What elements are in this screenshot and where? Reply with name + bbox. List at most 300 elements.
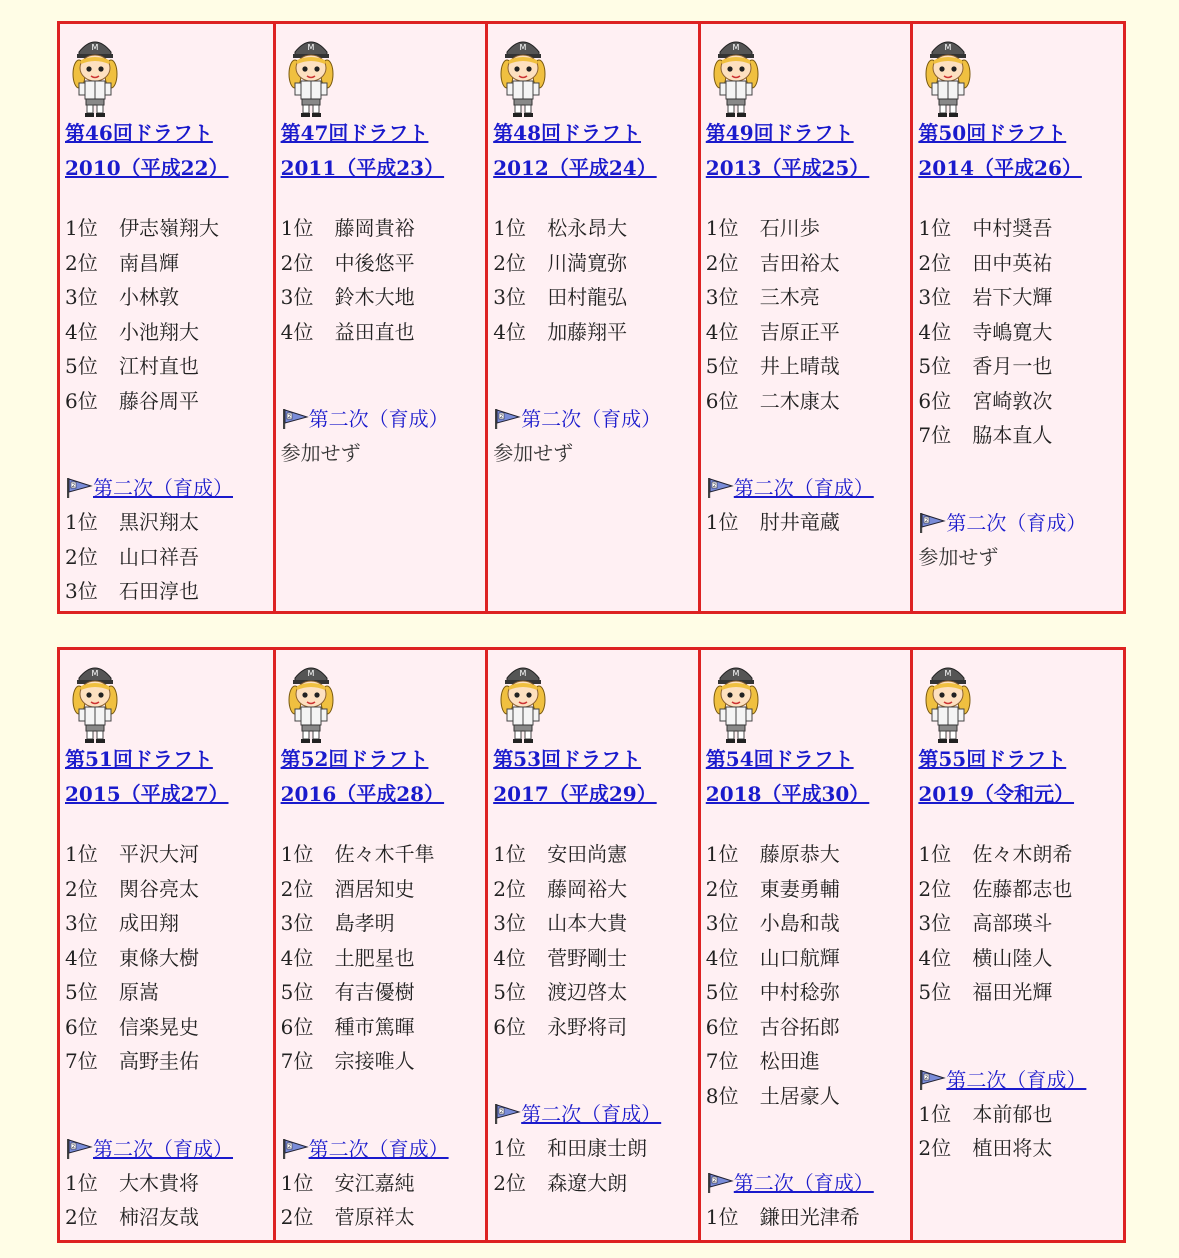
pick-list [65,211,273,418]
second-draft-header[interactable] [493,1097,698,1131]
player-name: 小池翔大 [119,319,199,344]
svg-text:2: 2 [925,517,929,524]
pick-row [918,906,1123,941]
player-name: 平沢大河 [119,842,199,866]
pick-rank: 4位 [65,945,98,970]
draft-year-link[interactable]: 2016（平成28） [280,782,445,806]
pick-row [706,1010,911,1045]
player-name: 佐藤都志也 [972,876,1073,901]
pick-row [281,872,486,907]
ikusei-pick-row [706,505,911,540]
svg-text:M: M [944,669,952,678]
pick-list [918,211,1123,453]
pick-list [706,211,911,418]
spacer [706,1113,911,1166]
second-draft-label[interactable]: 第二次（育成） [93,1136,233,1161]
pick-row [706,211,911,246]
player-name: 菅原祥太 [334,1205,415,1230]
player-name: 原嵩 [119,980,159,1004]
flag-icon [918,512,946,534]
pick-row [281,246,486,281]
player-name: 吉原正平 [759,319,840,344]
player-name: 山本大貴 [547,911,628,935]
ikusei-pick-row [65,1200,273,1235]
draft-round-link[interactable]: 第50回ドラフト [918,121,1067,145]
pick-rank: 3位 [493,285,526,309]
pick-rank: 5位 [493,980,526,1004]
svg-text:M: M [732,669,740,678]
pick-rank: 3位 [493,911,526,935]
second-draft-header [918,506,1123,540]
pick-row [918,349,1123,384]
pick-row [706,315,911,350]
second-draft-header[interactable] [65,471,273,505]
pick-rank: 3位 [705,285,739,309]
pick-row [65,1044,273,1079]
ikusei-pick-row [706,1200,911,1235]
pick-rank: 5位 [280,980,314,1004]
player-name: 横山陸人 [972,945,1053,970]
ikusei-pick-row [65,505,273,540]
second-draft-label[interactable]: 第二次（育成） [308,1136,449,1161]
draft-column [698,24,911,611]
pick-row [918,246,1123,281]
pick-row [65,315,273,350]
pick-rank: 4位 [280,319,314,344]
pick-row [65,975,273,1010]
second-draft-header[interactable] [65,1132,273,1166]
pick-rank: 7位 [705,1049,739,1073]
ikusei-pick-row [493,1166,698,1201]
pick-row [493,872,698,907]
flag-icon [493,1103,521,1125]
spacer [706,418,911,471]
mascot-icon [65,30,273,118]
pick-rank: 1位 [493,842,526,866]
player-name: 酒居知史 [334,876,415,901]
pick-row [281,975,486,1010]
draft-round-link[interactable]: 第49回ドラフト [705,121,854,145]
pick-rank: 1位 [65,842,98,866]
svg-text:M: M [91,43,99,52]
pick-list [493,837,698,1044]
draft-column [910,650,1123,1240]
pick-row [493,975,698,1010]
player-name: 三木亮 [759,285,820,309]
second-draft-label[interactable]: 第二次（育成） [946,1067,1087,1092]
second-draft-header[interactable] [281,1132,486,1166]
player-name: 東妻勇輔 [759,876,840,901]
player-name: 岩下大輝 [972,285,1053,309]
mascot-icon [65,656,273,744]
draft-year-link[interactable]: 2011（平成23） [280,156,445,180]
pick-row [918,837,1123,872]
spacer [918,453,1123,506]
spacer [493,1044,698,1097]
player-name: 島孝明 [334,911,395,935]
pick-rank: 2位 [65,876,98,901]
pick-rank: 4位 [493,945,526,970]
player-name: 田中英祐 [972,250,1053,275]
pick-rank: 7位 [65,1049,98,1073]
draft-table-2015-2019 [57,647,1126,1243]
pick-row [493,246,698,281]
draft-column [698,650,911,1240]
pick-row [918,418,1123,453]
ikusei-pick-row [65,1166,273,1201]
pick-row [281,837,486,872]
pick-rank: 2位 [705,250,739,275]
draft-column [485,24,698,611]
draft-column [273,24,486,611]
pick-row [65,1010,273,1045]
draft-round-link[interactable]: 第51回ドラフト [65,747,213,771]
pick-list [281,837,486,1079]
spacer [281,349,486,402]
pick-rank: 4位 [280,945,314,970]
flag-icon [918,1069,946,1091]
pick-rank: 3位 [65,911,98,935]
flag-icon [65,1138,93,1160]
pick-rank: 4位 [705,945,739,970]
second-draft-header[interactable] [706,471,911,505]
pick-rank: 1位 [705,1205,739,1230]
pick-row [706,384,911,419]
player-name: 鎌田光津希 [759,1205,860,1230]
player-name: 二木康太 [759,388,840,413]
pick-rank: 6位 [493,1014,526,1039]
draft-round-link[interactable]: 第48回ドラフト [493,121,642,145]
player-name: 土肥星也 [334,945,415,970]
pick-row [706,246,911,281]
player-name: 本前郁也 [972,1101,1053,1126]
player-name: 植田将太 [972,1136,1053,1161]
pick-row [281,906,486,941]
pick-row [65,211,273,246]
pick-row [493,315,698,350]
player-name: 宮崎敦次 [972,388,1053,413]
player-name: 吉田裕太 [759,250,840,275]
ikusei-pick-row [281,1166,486,1201]
pick-row [65,349,273,384]
svg-text:M: M [732,43,740,52]
draft-column [60,650,273,1240]
not-participated-note: 参加せず [918,544,999,569]
pick-row [281,941,486,976]
pick-row [65,280,273,315]
pick-rank: 2位 [918,1136,952,1161]
pick-row [281,280,486,315]
player-name: 森遼大朗 [547,1170,628,1195]
mascot-icon [493,30,698,118]
pick-row [706,975,911,1010]
draft-column [485,650,698,1240]
pick-row [706,349,911,384]
player-name: 種市篤暉 [334,1014,415,1039]
player-name: 古谷拓郎 [759,1014,840,1039]
player-name: 田村龍弘 [547,285,628,309]
second-draft-header [493,402,698,436]
player-name: 松田進 [759,1049,820,1073]
draft-year-link[interactable]: 2013（平成25） [705,156,870,180]
player-name: 脇本直人 [972,423,1053,447]
pick-rank: 5位 [918,980,952,1004]
pick-rank: 2位 [280,250,314,275]
pick-rank: 2位 [705,876,739,901]
pick-rank: 1位 [705,842,739,866]
draft-table-2010-2014 [57,21,1126,614]
pick-row [706,872,911,907]
pick-rank: 4位 [918,945,952,970]
pick-rank: 3位 [280,911,314,935]
pick-rank: 1位 [705,216,739,240]
spacer [65,1079,273,1132]
pick-rank: 2位 [918,250,952,275]
pick-rank: 4位 [65,319,98,344]
player-name: 鈴木大地 [334,285,415,309]
pick-rank: 2位 [65,250,98,275]
pick-rank: 3位 [918,911,952,935]
pick-rank: 2位 [280,876,314,901]
player-name: 加藤翔平 [547,319,628,344]
pick-row [918,975,1123,1010]
pick-row [706,1079,911,1114]
pick-row [706,941,911,976]
mascot-icon [706,30,911,118]
pick-rank: 5位 [918,354,952,378]
player-name: 関谷亮太 [119,876,199,901]
pick-rank: 3位 [65,285,98,309]
player-name: 黒沢翔太 [119,510,199,535]
player-name: 石田淳也 [119,579,199,604]
ikusei-pick-row [493,1131,698,1166]
pick-rank: 3位 [918,285,952,309]
draft-year-link[interactable]: 2014（平成26） [918,156,1082,180]
player-name: 小島和哉 [759,911,840,935]
player-name: 伊志嶺翔大 [119,216,219,240]
pick-rank: 1位 [65,216,98,240]
pick-row [918,941,1123,976]
second-draft-label[interactable]: 第二次（育成） [733,1171,874,1196]
player-name: 石川歩 [759,216,820,240]
mascot-icon [281,30,486,118]
pick-row [65,906,273,941]
pick-list [65,837,273,1079]
second-draft-label: 第二次（育成） [308,407,449,432]
draft-round-link[interactable]: 第46回ドラフト [65,121,213,145]
pick-rank: 7位 [280,1049,314,1073]
pick-row [281,315,486,350]
pick-rank: 5位 [705,980,739,1004]
player-name: 東條大樹 [119,945,199,970]
player-name: 大木貴将 [119,1170,199,1195]
ikusei-pick-row [281,1200,486,1235]
svg-text:M: M [307,669,315,678]
draft-column [60,24,273,611]
not-participated-note: 参加せず [280,441,361,466]
pick-rank: 4位 [918,319,952,344]
draft-round-link[interactable]: 第53回ドラフト [493,747,642,771]
pick-row [706,837,911,872]
pick-rank: 8位 [705,1083,739,1108]
pick-row [706,1044,911,1079]
flag-icon [706,1172,734,1194]
pick-list [493,211,698,349]
draft-round-link[interactable]: 第54回ドラフト [705,747,854,771]
mascot-icon [281,656,486,744]
draft-round-link[interactable]: 第47回ドラフト [280,121,429,145]
pick-rank: 3位 [65,579,98,604]
pick-row [65,837,273,872]
pick-list [281,211,486,349]
pick-row [918,211,1123,246]
pick-row [65,384,273,419]
player-name: 佐々木朗希 [972,842,1073,866]
pick-row [918,872,1123,907]
draft-year-link[interactable]: 2015（平成27） [65,782,229,806]
pick-rank: 2位 [493,1170,526,1195]
pick-rank: 6位 [918,388,952,413]
player-name: 藤原恭大 [759,842,840,866]
pick-rank: 2位 [280,1205,314,1230]
player-name: 佐々木千隼 [334,842,435,866]
spacer [918,1010,1123,1063]
pick-row [918,384,1123,419]
player-name: 福田光輝 [972,980,1053,1004]
pick-row [281,1010,486,1045]
pick-list [918,837,1123,1010]
player-name: 有吉優樹 [334,980,415,1004]
draft-year-link[interactable]: 2017（平成29） [493,782,657,806]
player-name: 川満寛弥 [547,250,628,275]
second-draft-label[interactable]: 第二次（育成） [733,476,874,501]
ikusei-pick-row [918,1131,1123,1166]
pick-rank: 1位 [65,1170,98,1195]
pick-rank: 1位 [918,1101,952,1126]
pick-row [918,315,1123,350]
svg-text:2: 2 [71,483,76,490]
draft-round-link[interactable]: 第52回ドラフト [280,747,429,771]
svg-text:M: M [944,43,952,52]
spacer [281,1079,486,1132]
player-name: 益田直也 [334,319,415,344]
second-draft-label[interactable]: 第二次（育成） [521,1102,662,1127]
draft-year-link[interactable]: 2018（平成30） [705,782,870,806]
ikusei-pick-row [918,1097,1123,1132]
player-name: 藤岡貴裕 [334,216,415,240]
draft-year-link[interactable]: 2012（平成24） [493,156,657,180]
player-name: 中後悠平 [334,250,415,275]
player-name: 中村稔弥 [759,980,840,1004]
svg-text:2: 2 [712,1178,716,1185]
pick-rank: 1位 [280,842,314,866]
player-name: 柿沼友哉 [119,1205,199,1230]
pick-rank: 1位 [705,510,739,535]
ikusei-pick-row [65,540,273,575]
svg-text:2: 2 [500,1109,504,1116]
player-name: 高野圭佑 [119,1049,199,1073]
svg-text:2: 2 [500,414,504,421]
pick-rank: 2位 [65,1205,98,1230]
player-name: 高部瑛斗 [972,911,1053,935]
player-name: 南昌輝 [119,250,179,275]
flag-icon [281,1138,309,1160]
mascot-icon [918,30,1123,118]
flag-icon [493,408,521,430]
draft-column [273,650,486,1240]
pick-rank: 5位 [65,354,98,378]
pick-rank: 6位 [280,1014,314,1039]
svg-text:2: 2 [712,483,716,490]
pick-rank: 6位 [65,1014,98,1039]
second-draft-header[interactable] [918,1063,1123,1097]
pick-rank: 7位 [918,423,952,447]
pick-rank: 5位 [65,980,98,1004]
ikusei-pick-row [65,574,273,609]
player-name: 寺嶋寛大 [972,319,1053,344]
pick-row [706,280,911,315]
pick-row [65,941,273,976]
pick-rank: 5位 [705,354,739,378]
draft-year-link[interactable]: 2019（令和元） [918,782,1075,806]
flag-icon [706,477,734,499]
pick-row [706,906,911,941]
pick-row [65,872,273,907]
draft-year-link[interactable]: 2010（平成22） [65,156,229,180]
pick-rank: 2位 [493,250,526,275]
second-draft-header[interactable] [706,1166,911,1200]
pick-row [493,280,698,315]
pick-row [493,211,698,246]
player-name: 渡辺啓太 [547,980,628,1004]
draft-column [910,24,1123,611]
pick-rank: 2位 [493,876,526,901]
player-name: 菅野剛士 [547,945,628,970]
spacer [65,418,273,471]
spacer [493,349,698,402]
player-name: 中村奨吾 [972,216,1053,240]
pick-rank: 1位 [65,510,98,535]
svg-text:2: 2 [287,414,291,421]
pick-row [281,1044,486,1079]
second-draft-label: 第二次（育成） [946,510,1087,535]
pick-rank: 6位 [65,388,98,413]
player-name: 宗接唯人 [334,1049,415,1073]
pick-list [706,837,911,1113]
player-name: 井上晴哉 [759,354,840,378]
pick-rank: 1位 [918,842,952,866]
pick-rank: 6位 [705,388,739,413]
pick-row [493,1010,698,1045]
svg-text:M: M [307,43,315,52]
second-draft-label[interactable]: 第二次（育成） [93,476,233,501]
second-draft-header [281,402,486,436]
player-name: 香月一也 [972,354,1053,378]
player-name: 永野将司 [547,1014,628,1039]
svg-text:M: M [519,669,527,678]
player-name: 山口祥吾 [119,544,199,569]
player-name: 松永昂大 [547,216,628,240]
pick-rank: 1位 [493,216,526,240]
player-name: 山口航輝 [759,945,840,970]
pick-rank: 4位 [705,319,739,344]
pick-rank: 1位 [280,1170,314,1195]
flag-icon [65,477,93,499]
player-name: 成田翔 [119,911,179,935]
pick-rank: 6位 [705,1014,739,1039]
draft-round-link[interactable]: 第55回ドラフト [918,747,1067,771]
not-participated-note: 参加せず [493,441,574,466]
